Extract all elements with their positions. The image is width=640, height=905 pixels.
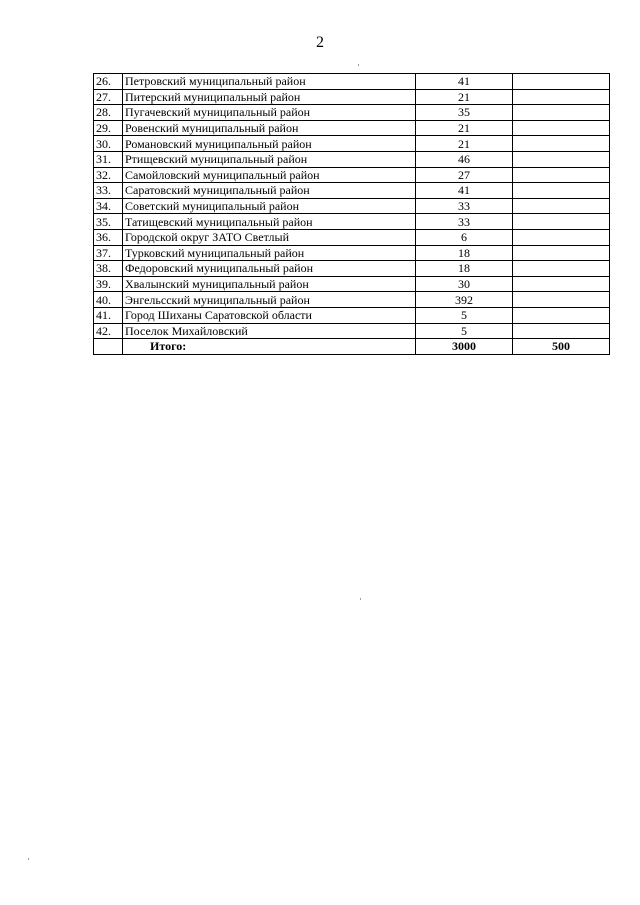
table-row <box>94 276 610 292</box>
allocation-table <box>93 73 610 355</box>
row-number: 27. <box>94 89 123 105</box>
district-value: 5 <box>416 307 513 323</box>
table-row <box>94 292 610 308</box>
district-value: 392 <box>416 292 513 308</box>
row-number: 36. <box>94 229 123 245</box>
district-name: Энгельсский муниципальный район <box>123 292 416 308</box>
district-name: Саратовский муниципальный район <box>123 183 416 199</box>
table-row <box>94 105 610 121</box>
total-num-cell <box>94 339 123 355</box>
district-value: 18 <box>416 261 513 277</box>
table-row <box>94 245 610 261</box>
district-extra <box>513 261 610 277</box>
district-extra <box>513 292 610 308</box>
row-number: 39. <box>94 276 123 292</box>
district-name: Ровенский муниципальный район <box>123 120 416 136</box>
scan-speck <box>28 858 29 860</box>
district-extra <box>513 151 610 167</box>
page-number: 2 <box>316 34 324 51</box>
table-row <box>94 136 610 152</box>
table-row <box>94 120 610 136</box>
district-name: Советский муниципальный район <box>123 198 416 214</box>
district-name: Самойловский муниципальный район <box>123 167 416 183</box>
table-body <box>94 74 610 355</box>
district-name: Федоровский муниципальный район <box>123 261 416 277</box>
district-name: Поселок Михайловский <box>123 323 416 339</box>
district-extra <box>513 198 610 214</box>
scan-speck <box>360 598 361 600</box>
district-extra <box>513 229 610 245</box>
total-value: 3000 <box>416 339 513 355</box>
district-value: 21 <box>416 89 513 105</box>
district-extra <box>513 136 610 152</box>
table-row <box>94 261 610 277</box>
district-value: 30 <box>416 276 513 292</box>
district-extra <box>513 120 610 136</box>
row-number: 29. <box>94 120 123 136</box>
total-extra: 500 <box>513 339 610 355</box>
row-number: 28. <box>94 105 123 121</box>
district-name: Городской округ ЗАТО Светлый <box>123 229 416 245</box>
district-name: Петровский муниципальный район <box>123 74 416 90</box>
table-row <box>94 89 610 105</box>
district-name: Ртищевский муниципальный район <box>123 151 416 167</box>
district-value: 46 <box>416 151 513 167</box>
table-row <box>94 214 610 230</box>
district-value: 41 <box>416 183 513 199</box>
district-value: 41 <box>416 74 513 90</box>
row-number: 42. <box>94 323 123 339</box>
row-number: 35. <box>94 214 123 230</box>
row-number: 41. <box>94 307 123 323</box>
district-value: 35 <box>416 105 513 121</box>
district-name: Романовский муниципальный район <box>123 136 416 152</box>
row-number: 32. <box>94 167 123 183</box>
table-row <box>94 229 610 245</box>
district-extra <box>513 183 610 199</box>
district-value: 21 <box>416 136 513 152</box>
scan-speck <box>358 64 359 66</box>
row-number: 34. <box>94 198 123 214</box>
district-extra <box>513 323 610 339</box>
table-row <box>94 323 610 339</box>
district-extra <box>513 245 610 261</box>
row-number: 26. <box>94 74 123 90</box>
district-name: Татищевский муниципальный район <box>123 214 416 230</box>
row-number: 33. <box>94 183 123 199</box>
district-name: Турковский муниципальный район <box>123 245 416 261</box>
district-extra <box>513 74 610 90</box>
row-number: 37. <box>94 245 123 261</box>
district-value: 33 <box>416 214 513 230</box>
district-value: 21 <box>416 120 513 136</box>
table-row <box>94 151 610 167</box>
row-number: 31. <box>94 151 123 167</box>
district-extra <box>513 105 610 121</box>
district-extra <box>513 307 610 323</box>
row-number: 40. <box>94 292 123 308</box>
district-name: Пугачевский муниципальный район <box>123 105 416 121</box>
table-row <box>94 183 610 199</box>
district-extra <box>513 89 610 105</box>
table-row <box>94 74 610 90</box>
total-label: Итого: <box>123 339 416 355</box>
district-name: Питерский муниципальный район <box>123 89 416 105</box>
row-number: 30. <box>94 136 123 152</box>
table-row <box>94 198 610 214</box>
table-row <box>94 167 610 183</box>
total-row <box>94 339 610 355</box>
district-value: 18 <box>416 245 513 261</box>
district-extra <box>513 276 610 292</box>
district-name: Город Шиханы Саратовской области <box>123 307 416 323</box>
district-value: 33 <box>416 198 513 214</box>
row-number: 38. <box>94 261 123 277</box>
district-name: Хвалынский муниципальный район <box>123 276 416 292</box>
district-value: 6 <box>416 229 513 245</box>
district-extra <box>513 167 610 183</box>
district-value: 27 <box>416 167 513 183</box>
district-value: 5 <box>416 323 513 339</box>
district-extra <box>513 214 610 230</box>
table-row <box>94 307 610 323</box>
